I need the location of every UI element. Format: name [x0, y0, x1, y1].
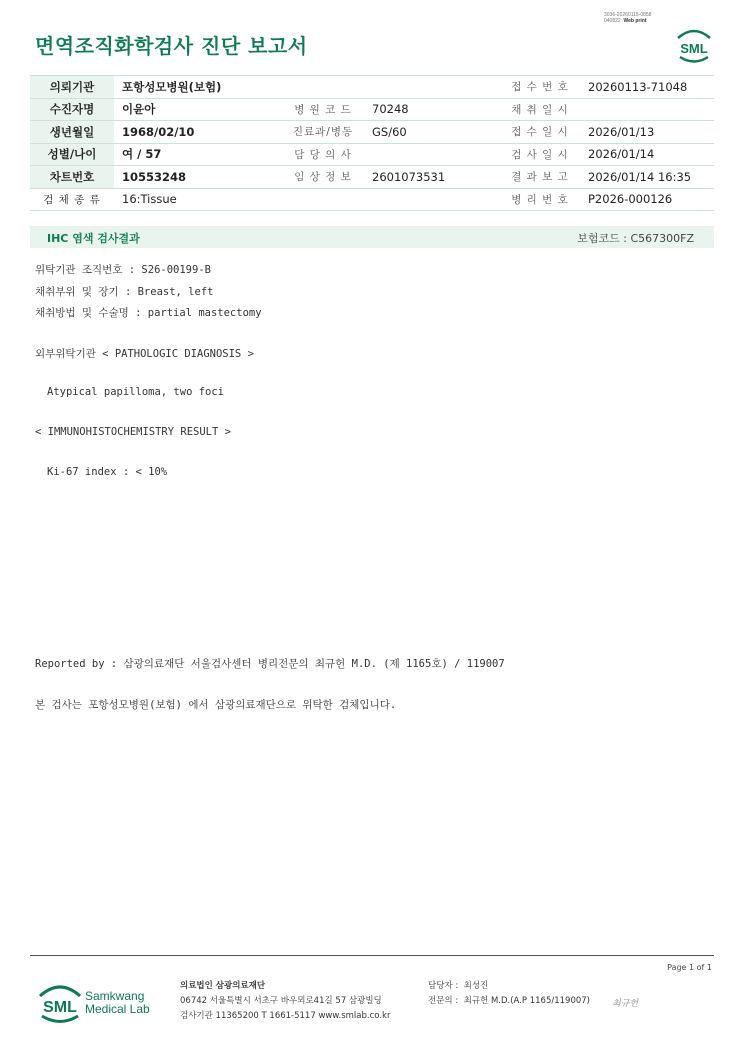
info-row: [30, 98, 714, 121]
label-hospital-code: 병 원 코 드: [282, 98, 364, 121]
value-receipt-date: 2026/01/13: [580, 121, 714, 144]
collection-site-line: 채취부위 및 장기 : Breast, left: [35, 286, 214, 298]
web-print-label: Web print: [623, 18, 647, 24]
value-hospital-code: 70248: [364, 98, 500, 121]
logo-bottom-text: SML: [43, 999, 77, 1016]
page-number: Page 1 of 1: [667, 963, 712, 972]
org-contact: 검사기관 11365200 T 1661-5117 www.smlab.co.kr: [180, 1011, 391, 1021]
label-specimen-type: 검 체 종 류: [30, 188, 114, 211]
label-sex-age: 성별/나이: [30, 143, 114, 166]
info-row: [30, 188, 714, 211]
ihc-section-header: [30, 226, 714, 248]
footer-org-info: [180, 979, 390, 1024]
specialist-name: 최규헌 M.D.(A.P 1165/119007): [463, 996, 590, 1006]
sml-logo-icon: [674, 26, 714, 64]
value-empty-2: [364, 188, 500, 211]
footer-divider: [30, 955, 714, 956]
value-requester: 포항성모병원(보험): [114, 76, 282, 99]
value-doctor: [364, 143, 500, 166]
label-clinical-info: 임 상 정 보: [282, 166, 364, 189]
value-department: GS/60: [364, 121, 500, 144]
consignment-number-line: 위탁기관 조직번호 : S26-00199-B: [35, 264, 211, 276]
value-empty: [364, 76, 500, 99]
doc-code-line-1: 3036-20260115-0858: [604, 12, 652, 18]
value-specimen-type: 16:Tissue: [114, 188, 282, 211]
value-receipt-number: 20260113-71048: [580, 76, 714, 99]
brand-line-2: Medical Lab: [85, 1002, 150, 1016]
collection-method-line: 채취방법 및 수술명 : partial mastectomy: [35, 307, 262, 319]
brand-line-1: Samkwang: [85, 989, 145, 1003]
label-birth-date: 생년월일: [30, 121, 114, 144]
label-patient-name: 수진자명: [30, 98, 114, 121]
ihc-title: IHC 염색 검사결과: [47, 232, 140, 245]
signature: 최규헌: [612, 999, 639, 1009]
label-empty: [282, 76, 364, 99]
value-sex-age: 여 / 57: [114, 143, 282, 166]
logo-top-text: SML: [680, 41, 708, 56]
label-doctor: 담 당 의 사: [282, 143, 364, 166]
value-test-date: 2026/01/14: [580, 143, 714, 166]
org-address: 06742 서울특별시 서초구 바우뫼로41길 57 삼광빌딩: [180, 996, 382, 1006]
org-name: 의료법인 삼광의료재단: [180, 981, 266, 991]
value-collection-date: [580, 98, 714, 121]
manager-label: 담당자 :: [428, 981, 459, 991]
value-birth-date: 1968/02/10: [114, 121, 282, 144]
doc-code-line-2: 040822: [604, 18, 621, 24]
consignment-note: 본 검사는 포항성모병원(보험) 에서 삼광의료재단으로 위탁한 검체입니다.: [35, 699, 397, 711]
value-pathology-number: P2026-000126: [580, 188, 714, 211]
info-row: [30, 166, 714, 189]
label-receipt-number: 접 수 번 호: [500, 76, 580, 99]
info-row: [30, 143, 714, 166]
value-chart-number: 10553248: [114, 166, 282, 189]
label-empty-2: [282, 188, 364, 211]
ihc-result-header: < IMMUNOHISTOCHEMISTRY RESULT >: [35, 426, 231, 438]
patient-info-table: [30, 75, 714, 211]
value-clinical-info: 2601073531: [364, 166, 500, 189]
label-result-report: 결 과 보 고: [500, 166, 580, 189]
document-code: [604, 12, 651, 24]
info-row: [30, 121, 714, 144]
footer-staff-info: [428, 979, 590, 1009]
label-test-date: 검 사 일 시: [500, 143, 580, 166]
insurance-code: 보험코드 : C567300FZ: [577, 232, 694, 245]
value-patient-name: 이윤아: [114, 98, 282, 121]
value-result-report: 2026/01/14 16:35: [580, 166, 714, 189]
label-chart-number: 차트번호: [30, 166, 114, 189]
sml-logo-bottom-icon: [36, 980, 84, 1026]
diagnosis-text: Atypical papilloma, two foci: [47, 386, 225, 398]
report-title: 면역조직화학검사 진단 보고서: [35, 34, 308, 58]
label-collection-date: 채 취 일 시: [500, 98, 580, 121]
specialist-label: 전문의 :: [428, 996, 459, 1006]
label-pathology-number: 병 리 번 호: [500, 188, 580, 211]
brand-name: [85, 990, 150, 1016]
label-requester: 의뢰기관: [30, 76, 114, 99]
diagnosis-header: 외부위탁기관 < PATHOLOGIC DIAGNOSIS >: [35, 348, 254, 360]
label-receipt-date: 접 수 일 시: [500, 121, 580, 144]
reported-by-line: Reported by : 삼광의료재단 서울검사센터 병리전문의 최규헌 M.D. (제 1165호) / 119007: [35, 658, 505, 670]
ihc-result-text: Ki-67 index : < 10%: [47, 466, 168, 478]
info-row: [30, 76, 714, 99]
manager-name: 최성진: [463, 981, 489, 991]
label-department: 진료과/병동: [282, 121, 364, 144]
